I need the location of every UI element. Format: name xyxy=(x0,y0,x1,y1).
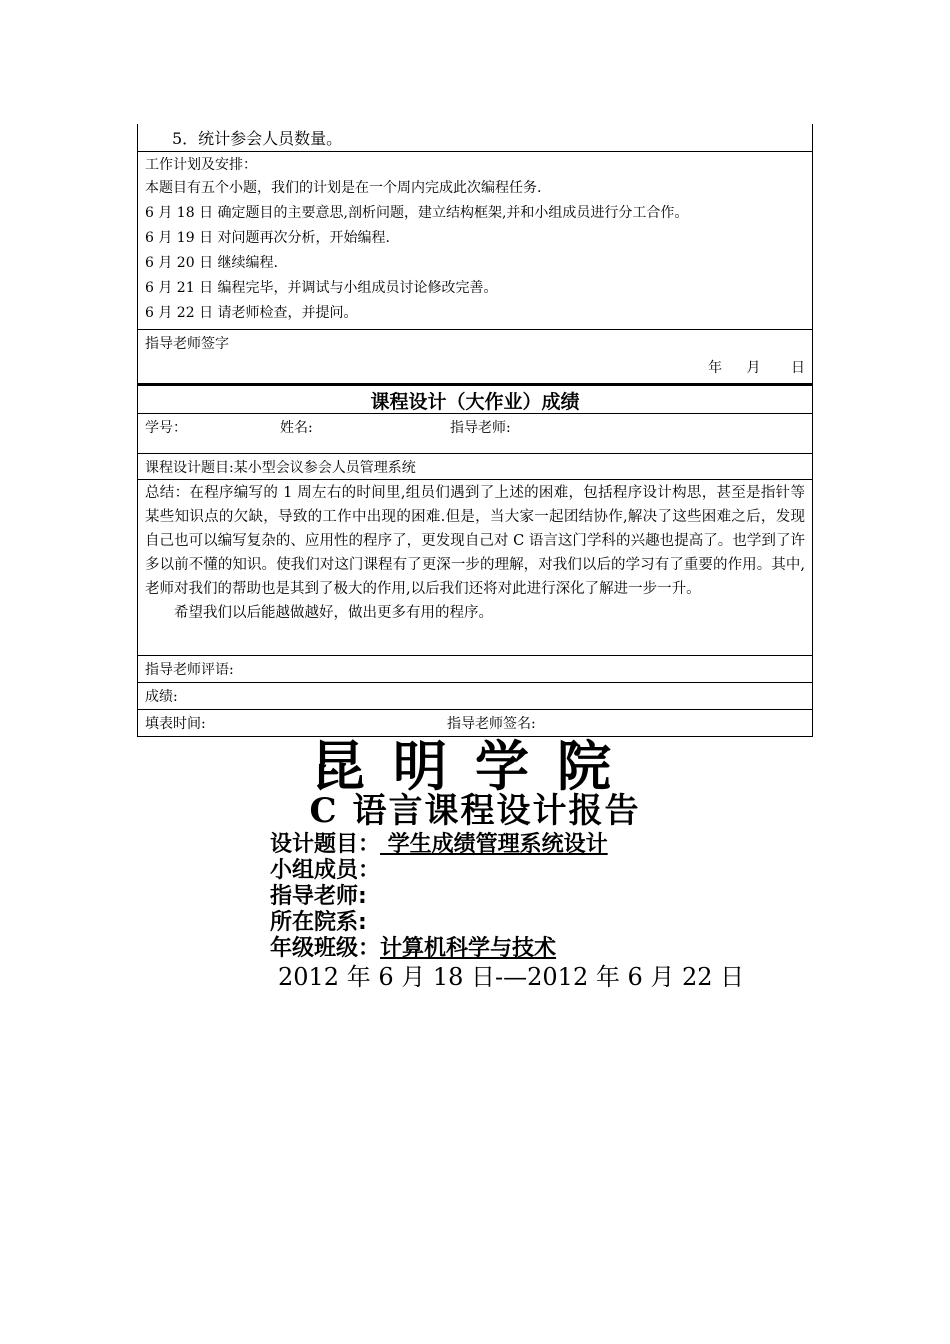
teacher-comment-cell xyxy=(137,656,813,683)
summary-text: 总结：在程序编写的 1 周左右的时间里,组员们遇到了上述的困难，包括程序设计构思，甚至是指针等某些知识点的欠缺，导致的工作中出现的困难.但是，当大家一起团结协作,解决了这些困难之后，发现自己也可以编写复杂的、应用性的程序了，更发现自己对 C 语言这门学科的兴趣也提高了。也学到了许多以前不懂的知识。使我们对这门课程有了更深一步的理解，对我们以后的学习有了重要的作用。其中,老师对我们的帮助也是其到了极大的作用,以后我们还将对此进行深化了解进一步一升。 xyxy=(145,485,805,597)
summary-last-line: 希望我们以后能越做越好，做出更多有用的程序。 xyxy=(174,605,493,621)
score-cell xyxy=(137,683,813,710)
cover-dept-line xyxy=(270,910,367,936)
sign-day: 日 xyxy=(791,360,805,376)
work-plan-line: 6 月 18 日 确定题目的主要意思,剖析问题，建立结构框架,并和小组成员进行分工合作。 xyxy=(145,205,689,221)
cover-teacher-line xyxy=(270,884,367,910)
summary-cell xyxy=(137,480,813,656)
grade-section-title-text: 课程设计（大作业）成绩 xyxy=(370,391,580,413)
cover-topic-line xyxy=(270,832,608,858)
cover-class-line xyxy=(270,936,556,962)
student-name-label: 姓名: xyxy=(280,420,313,436)
work-plan-heading: 工作计划及安排： xyxy=(145,157,257,173)
student-id-label: 学号： xyxy=(145,420,187,436)
sign-year: 年 xyxy=(708,360,723,376)
course-topic-cell xyxy=(137,454,813,480)
cover-class-value: 计算机科学与技术 xyxy=(380,936,557,961)
fill-time-label: 填表时间: xyxy=(145,716,206,732)
cover-topic-value: 学生成绩管理系统设计 xyxy=(380,832,608,857)
work-plan-cell xyxy=(137,152,813,330)
work-plan-line: 本题目有五个小题，我们的计划是在一个周内完成此次编程任务. xyxy=(145,180,542,196)
report-title: C 语言课程设计报告 xyxy=(309,791,641,831)
cover-class-label: 年级班级： xyxy=(270,936,381,961)
work-plan-line: 6 月 19 日 对问题再次分析，开始编程. xyxy=(145,230,390,246)
cover-teacher-label: 指导老师: xyxy=(270,884,367,909)
cover-members-line xyxy=(270,858,380,884)
work-plan-line: 6 月 22 日 请老师检查，并提问。 xyxy=(145,305,358,321)
work-plan-line: 6 月 20 日 继续编程. xyxy=(145,255,278,271)
cover-period: 2012 年 6 月 18 日-—2012 年 6 月 22 日 xyxy=(278,963,745,991)
teacher-sign-name-label: 指导老师签名: xyxy=(447,716,536,732)
course-topic: 课程设计题目:某小型会议参会人员管理系统 xyxy=(145,460,416,476)
school-name: 昆明学院 xyxy=(311,735,639,798)
plan-item-5-text: 5．统计参会人员数量。 xyxy=(172,129,343,148)
teacher-sign-cell xyxy=(137,330,813,384)
cover-topic-label: 设计题目： xyxy=(270,832,381,857)
report-form-table xyxy=(137,124,813,737)
cover-dept-label: 所在院系: xyxy=(270,910,367,935)
student-info-row xyxy=(137,414,813,454)
work-plan-line: 6 月 21 日 编程完毕，并调试与小组成员讨论修改完善。 xyxy=(145,280,498,296)
teacher-label: 指导老师: xyxy=(450,420,511,436)
fill-time-row xyxy=(137,710,813,737)
teacher-comment-label: 指导老师评语: xyxy=(145,662,234,678)
plan-item-5 xyxy=(137,124,813,152)
sign-month: 月 xyxy=(746,360,761,376)
score-label: 成绩: xyxy=(145,689,178,705)
cover-members-label: 小组成员： xyxy=(270,858,381,883)
grade-section-title xyxy=(137,384,813,414)
teacher-sign-label: 指导老师签字 xyxy=(145,336,229,352)
